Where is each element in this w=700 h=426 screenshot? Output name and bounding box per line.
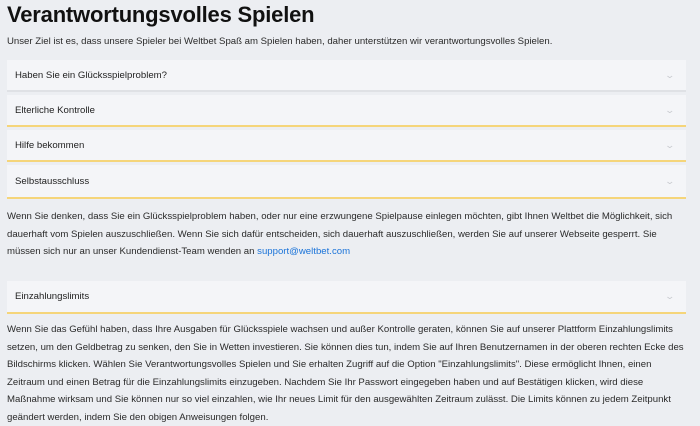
accordion-elterliche-kontrolle[interactable]	[7, 95, 686, 127]
accordion-label: Einzahlungslimits	[15, 291, 90, 302]
accordion-label: Hilfe bekommen	[15, 139, 85, 151]
support-email-link[interactable]: support@weltbet.com	[257, 246, 351, 257]
selbstausschluss-text	[7, 208, 691, 261]
chevron-down-icon: ⌄	[664, 175, 676, 186]
accordion-hilfe-bekommen[interactable]	[7, 130, 686, 162]
accordion-label: Elterliche Kontrolle	[15, 104, 95, 116]
selbstausschluss-body: Wenn Sie denken, dass Sie ein Glücksspielproblem haben, oder nur eine erzwungene Spielpause einlegen möchten, gibt Ihnen Weltbet die Möglichkeit, sich dauerhaft vom Spielen auszuschließen. Wenn Sie sich dafür entscheiden, sich dauerhaft auszuschließen, werden Sie auf unserer Webseite gesperrt. Sie müssen sich nur an unser Kundendienst-Team wenden an	[7, 211, 673, 257]
accordion-label: Haben Sie ein Glücksspielproblem?	[15, 69, 167, 81]
chevron-down-icon: ⌄	[664, 291, 676, 301]
chevron-down-icon: ⌄	[664, 69, 676, 80]
chevron-down-icon: ⌄	[664, 139, 676, 150]
einzahlungslimits-text: Wenn Sie das Gefühl haben, dass Ihre Ausgaben für Glücksspiele wachsen und außer Kontrolle geraten, können Sie auf unserer Plattform Einzahlungslimits setzen, um den Geldbetrag zu senken, den Sie in Wetten investieren. Sie können dies tun, indem Sie auf Ihren Benutzernamen in der oberen rechten Ecke des Bildschirms klicken. Wählen Sie Verantwortungsvolles Spielen und Sie erhalten Zugriff auf die Option "Einzahlungslimits". Diese ermöglicht Ihnen, einen Zeitraum und einen Betrag für die Einzahlungslimits einzugeben. Nachdem Sie Ihr Passwort eingegeben haben und auf Bestätigen klicken, wird diese Maßnahme wirksam und Sie können nur so viel einzahlen, wie Ihr neues Limit für den ausgewählten Zeitraum zulässt. Die Limits können zu jedem Zeitpunkt geändert werden, indem Sie den obigen Anweisungen folgen.	[7, 324, 684, 423]
intro-text: Unser Ziel ist es, dass unsere Spieler bei Weltbet Spaß am Spielen haben, daher unterstützen wir verantwortungsvolles Spielen.	[7, 36, 553, 47]
chevron-down-icon: ⌄	[664, 104, 676, 115]
accordion-label: Selbstausschluss	[15, 175, 90, 187]
page-title: Verantwortungsvolles Spielen	[7, 2, 315, 27]
accordion-selbstausschluss[interactable]	[7, 165, 686, 199]
accordion-glucksspielproblem[interactable]	[7, 60, 686, 92]
accordion-einzahlungslimits[interactable]	[7, 281, 686, 314]
